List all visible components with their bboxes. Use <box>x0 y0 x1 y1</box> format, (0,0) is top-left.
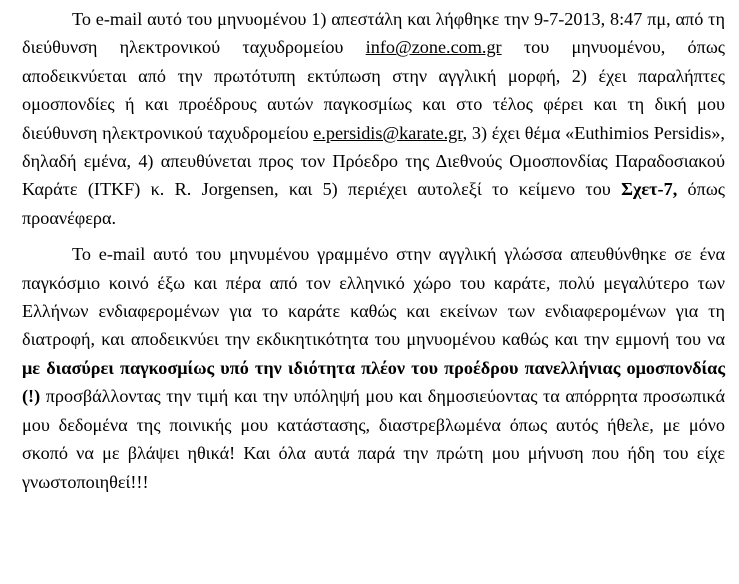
p2-bold-emphasis: με διασύρει παγκοσμίως υπό την ιδιότητα πλέον του προέδρου πανελλήνιας ομοσπονδίας (!) <box>22 357 725 407</box>
reference-sxet-7: Σχετ-7, <box>621 179 678 200</box>
p1-text-1: Το e-mail αυτό του μηνυομένου 1) απεστάλη και λήφθηκε την 9-7-2013, 8:47 πμ, από τη διεύθυνση ηλεκτρονικού ταχυδρομείου <box>22 9 725 58</box>
paragraph-1 <box>22 0 725 232</box>
p1-text-2: του μηνυομένου, όπως αποδεικνύεται από την πρωτότυπη εκτύπωση στην αγγλική μορφή, 2) έχει παραλήπτες ομοσπονδίες ή και προέδρους αυτών παγκοσμίως και στο τέλος φέρει και τη δική μου διεύθυνση ηλεκτρονικού ταχυδρομείου <box>22 37 725 143</box>
p1-text-4: όπως προανέφερα. <box>22 179 726 228</box>
email-link-persidis[interactable]: e.persidis@karate.gr <box>313 122 463 143</box>
paragraph-2 <box>22 240 725 496</box>
p2-text-2: προσβάλλοντας την τιμή και την υπόληψή μου και δημοσιεύοντας τα απόρρητα προσωπικά μου δεδομένα της ποινικής μου κατάστασης, διαστρεβλωμένα όπως αυτός ήθελε, με μόνο σκοπό να με βλάψει ηθικά! Και όλα αυτά παρά την πρώτη μου μήνυση που ήδη του είχε γνωστοποιηθεί!!! <box>22 386 725 492</box>
p2-text-1: Το e-mail αυτό του μηνυμένου γραμμένο στην αγγλική γλώσσα απευθύνθηκε σε ένα παγκόσμιο κοινό έξω και πέρα από τον ελληνικό χώρο του καράτε, πολύ μεγαλύτερο των Ελλήνων ενδιαφερομένων για το καράτε καθώς και εκείνων των ενδιαφερομένων για τη διατροφή, και αποδεικνύει την εκδικητικότητα του μηνυομένου καθώς και την εμμονή του να <box>22 244 725 350</box>
p1-text-3: , 3) έχει θέμα «Euthimios Persidis», δηλαδή εμένα, 4) απευθύνεται προς τον Πρόεδρο της Διεθνούς Ομοσπονδίας Παραδοσιακού Καράτε (ITKF) κ. R. Jorgensen, και 5) περιέχει αυτολεξί το κείμενο του <box>22 122 725 200</box>
email-link-info-zone[interactable]: info@zone.com.gr <box>365 37 502 58</box>
